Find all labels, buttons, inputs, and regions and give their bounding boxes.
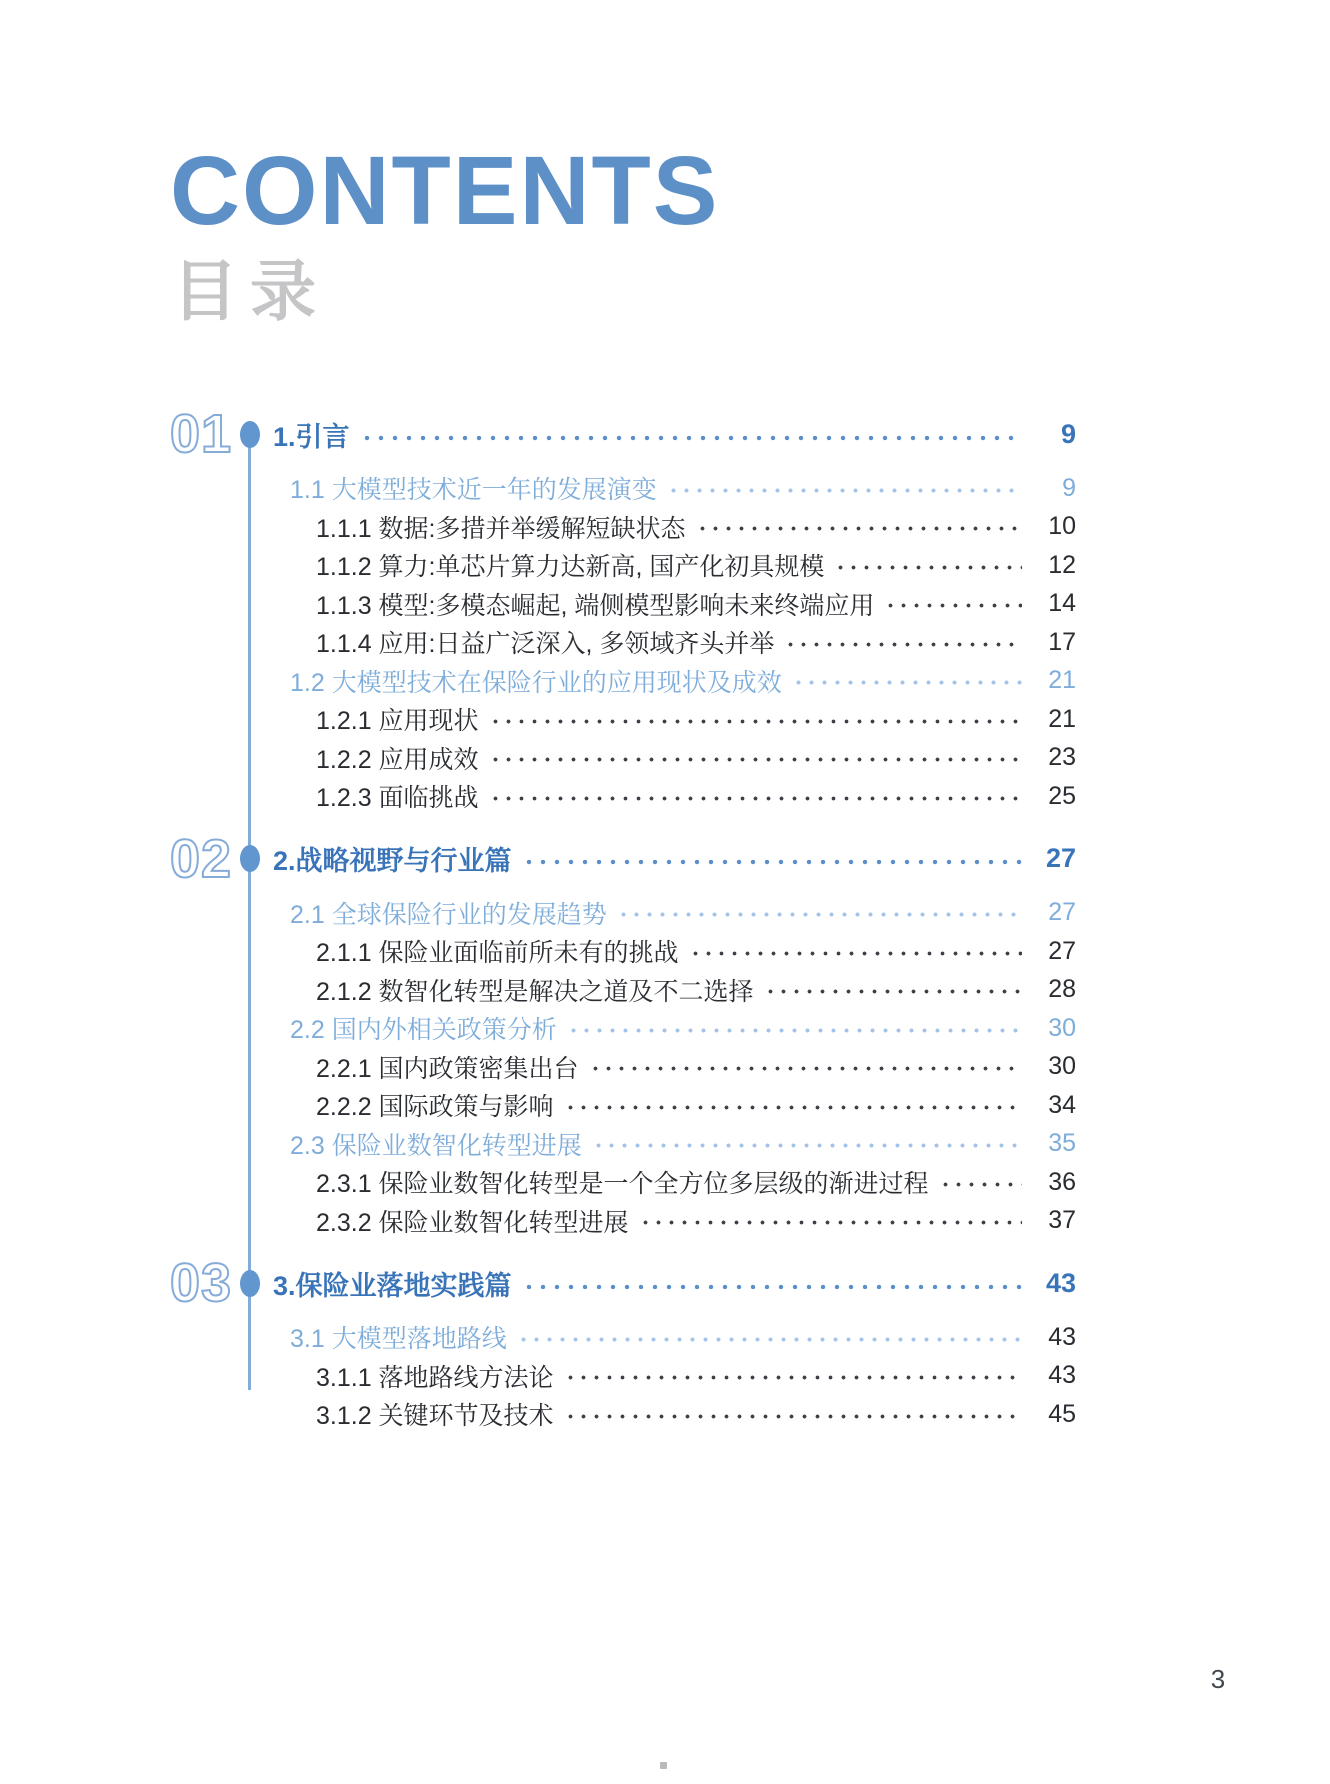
dot-leader — [356, 403, 1022, 465]
toc-entry-label: 2.2 国内外相关政策分析 — [290, 1016, 557, 1045]
page-number: 37 — [1048, 1206, 1076, 1235]
dot-leader — [692, 508, 1023, 547]
dot-leader — [560, 1395, 1022, 1434]
page-number: 27 — [1048, 898, 1076, 927]
page-number: 43 — [1045, 1267, 1076, 1298]
dot-leader — [485, 700, 1022, 739]
toc-entry-label: 1.1.3 模型:多模态崛起, 端侧模型影响未来终端应用 — [316, 591, 875, 620]
dot-leader — [513, 1318, 1022, 1357]
page-number: 36 — [1048, 1167, 1076, 1196]
toc-entry-label: 1.2.1 应用现状 — [316, 707, 479, 736]
toc-entry-label: 2.2.1 国内政策密集出台 — [316, 1054, 579, 1083]
dot-leader — [518, 828, 1022, 890]
toc-entry-label: 2.1.1 保险业面临前所未有的挑战 — [316, 939, 679, 968]
toc-entry-label: 1.1.4 应用:日益广泛深入, 多领域齐头并举 — [316, 630, 775, 659]
toc-entry[interactable] — [170, 739, 1076, 778]
toc-entry[interactable] — [170, 1318, 1076, 1357]
page-number: 30 — [1048, 1013, 1076, 1042]
dot-leader — [518, 1252, 1022, 1314]
toc-entry[interactable] — [170, 1163, 1076, 1202]
dot-leader — [663, 469, 1022, 508]
dot-leader — [485, 739, 1022, 778]
toc-entry-label: 2.3 保险业数智化转型进展 — [290, 1131, 582, 1160]
page-number: 45 — [1048, 1399, 1076, 1428]
toc-entry[interactable] — [170, 1125, 1076, 1164]
page-number: 28 — [1048, 975, 1076, 1004]
dot-leader — [585, 1048, 1022, 1087]
page-number: 27 — [1048, 936, 1076, 965]
toc-section-header[interactable] — [170, 1252, 1076, 1314]
toc-entry[interactable] — [170, 546, 1076, 585]
section-bullet-icon — [240, 421, 260, 448]
toc-entry-label: 3.1.2 关键环节及技术 — [316, 1402, 554, 1431]
page-number: 27 — [1045, 843, 1076, 873]
dot-leader — [788, 662, 1022, 701]
toc-entry-label: 2.2.2 国际政策与影响 — [316, 1093, 554, 1122]
toc-entry[interactable] — [170, 971, 1076, 1010]
page-number: 25 — [1048, 781, 1076, 810]
toc-entry[interactable] — [170, 777, 1076, 816]
toc-section-header[interactable] — [170, 403, 1076, 465]
toc-section-header[interactable] — [170, 828, 1076, 890]
toc-section-title: 2.战略视野与行业篇 — [273, 846, 512, 876]
toc-entry[interactable] — [170, 1009, 1076, 1048]
dot-leader — [685, 932, 1022, 971]
page-number: 12 — [1048, 550, 1076, 579]
toc-entry-label: 1.2.3 面临挑战 — [316, 784, 479, 813]
dot-leader — [613, 894, 1022, 933]
page-subtitle-cn: 目录 — [172, 254, 328, 328]
dot-leader — [935, 1163, 1022, 1202]
toc-entry-label: 3.1.1 落地路线方法论 — [316, 1363, 554, 1392]
page-number: 35 — [1048, 1129, 1076, 1158]
toc-section — [170, 403, 1076, 816]
dot-leader — [560, 1086, 1022, 1125]
section-bullet-icon — [240, 1270, 260, 1297]
footer-page-number: 3 — [1210, 1664, 1226, 1694]
toc-entry-label: 2.3.1 保险业数智化转型是一个全方位多层级的渐进过程 — [316, 1170, 929, 1199]
page-number: 21 — [1048, 666, 1076, 695]
page-number: 21 — [1048, 704, 1076, 733]
toc-entry-label: 1.1 大模型技术近一年的发展演变 — [290, 476, 657, 505]
page-number: 23 — [1048, 743, 1076, 772]
dot-leader — [485, 777, 1022, 816]
page-number: 9 — [1062, 473, 1076, 502]
toc-entry[interactable] — [170, 932, 1076, 971]
dot-leader — [830, 546, 1022, 585]
dot-leader — [560, 1357, 1022, 1396]
page-title: CONTENTS — [170, 136, 720, 245]
dot-leader — [780, 623, 1022, 662]
toc-entry[interactable] — [170, 894, 1076, 933]
toc-entry[interactable] — [170, 1357, 1076, 1396]
page-number: 10 — [1048, 512, 1076, 541]
page-number: 34 — [1048, 1090, 1076, 1119]
toc-section — [170, 1252, 1076, 1434]
dot-leader — [563, 1009, 1022, 1048]
toc-entry[interactable] — [170, 469, 1076, 508]
toc-entry-label: 1.2 大模型技术在保险行业的应用现状及成效 — [290, 668, 782, 697]
toc-section-title: 1.引言 — [273, 421, 350, 452]
section-bullet-icon — [240, 845, 260, 872]
footer-mark — [660, 1762, 667, 1769]
dot-leader — [760, 971, 1022, 1010]
section-number: 01 — [170, 404, 233, 464]
page-number: 30 — [1048, 1052, 1076, 1081]
section-number: 02 — [170, 828, 233, 889]
toc-entry[interactable] — [170, 1048, 1076, 1087]
toc-entry-label: 2.1 全球保险行业的发展趋势 — [290, 900, 607, 929]
toc-entry[interactable] — [170, 1086, 1076, 1125]
page-number: 17 — [1048, 627, 1076, 656]
toc-entry[interactable] — [170, 623, 1076, 662]
toc-section-title: 3.保险业落地实践篇 — [273, 1270, 512, 1301]
toc-entry-label: 2.1.2 数智化转型是解决之道及不二选择 — [316, 977, 754, 1006]
toc — [170, 403, 1076, 1434]
toc-entry-label: 1.1.1 数据:多措并举缓解短缺状态 — [316, 514, 686, 543]
toc-entry-label: 3.1 大模型落地路线 — [290, 1325, 507, 1354]
page-number: 14 — [1048, 589, 1076, 618]
toc-entry[interactable] — [170, 585, 1076, 624]
toc-entry[interactable] — [170, 662, 1076, 701]
page-number: 9 — [1060, 418, 1076, 449]
dot-leader — [880, 585, 1022, 624]
toc-section — [170, 828, 1076, 1241]
toc-entry[interactable] — [170, 1202, 1076, 1241]
dot-leader — [635, 1202, 1022, 1241]
page-number: 43 — [1048, 1322, 1076, 1351]
page-number: 43 — [1048, 1361, 1076, 1390]
toc-entry[interactable] — [170, 508, 1076, 547]
dot-leader — [588, 1125, 1022, 1164]
toc-entry-label: 1.2.2 应用成效 — [316, 745, 479, 774]
toc-entry[interactable] — [170, 700, 1076, 739]
toc-entry-label: 1.1.2 算力:单芯片算力达新高, 国产化初具规模 — [316, 553, 825, 582]
toc-entry[interactable] — [170, 1395, 1076, 1434]
section-number: 03 — [170, 1253, 233, 1313]
toc-entry-label: 2.3.2 保险业数智化转型进展 — [316, 1208, 629, 1237]
